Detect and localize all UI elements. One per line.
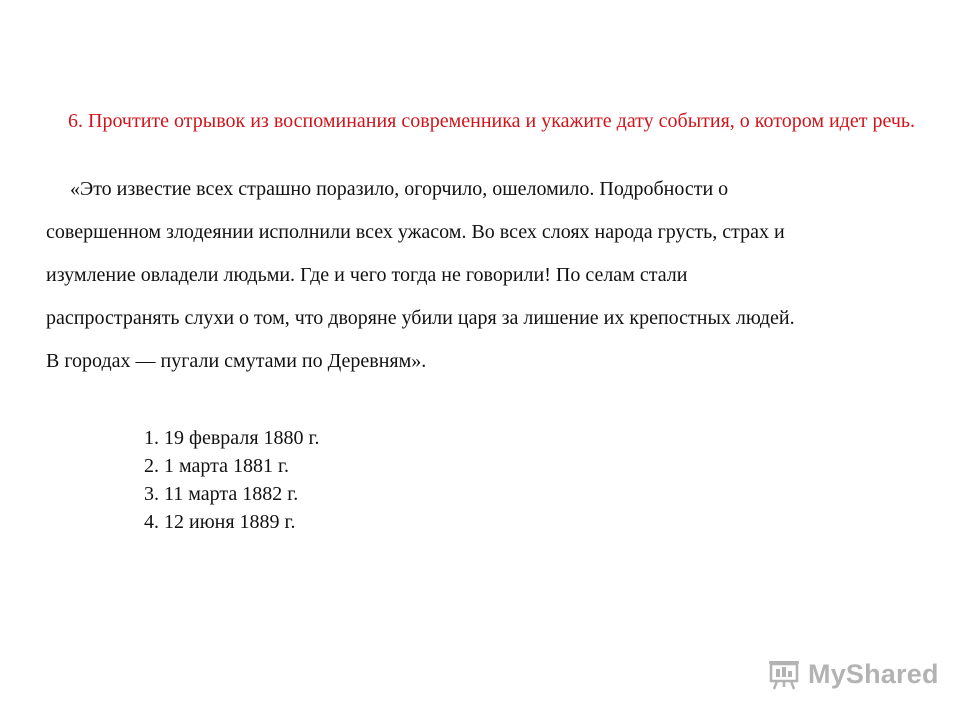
passage-quote bbox=[46, 168, 956, 383]
passage-line: распространять слухи о том, что дворяне убили царя за лишение их крепостных людей. bbox=[46, 307, 795, 329]
projector-screen-icon bbox=[766, 656, 802, 692]
answer-option-4: 4. 12 июня 1889 г. bbox=[144, 511, 296, 533]
watermark-text: MyShared bbox=[808, 658, 939, 689]
passage-line: изумление овладели людьми. Где и чего тогда не говорили! По селам стали bbox=[46, 264, 688, 286]
passage-line: В городах — пугали смутами по Деревням». bbox=[46, 350, 427, 372]
passage-line: «Это известие всех страшно поразило, огорчило, ошеломило. Подробности о bbox=[70, 178, 729, 200]
question-text: 6. Прочтите отрывок из воспоминания современника и укажите дату события, о котором идет речь. bbox=[68, 110, 916, 132]
answer-options bbox=[144, 424, 319, 536]
passage-line: совершенном злодеянии исполнили всех ужасом. Во всех слоях народа грусть, страх и bbox=[46, 221, 785, 243]
answer-option-2: 2. 1 марта 1881 г. bbox=[144, 455, 289, 477]
answer-option-1: 1. 19 февраля 1880 г. bbox=[144, 427, 320, 449]
answer-option-3: 3. 11 марта 1882 г. bbox=[144, 483, 299, 505]
watermark-logo bbox=[766, 654, 939, 694]
